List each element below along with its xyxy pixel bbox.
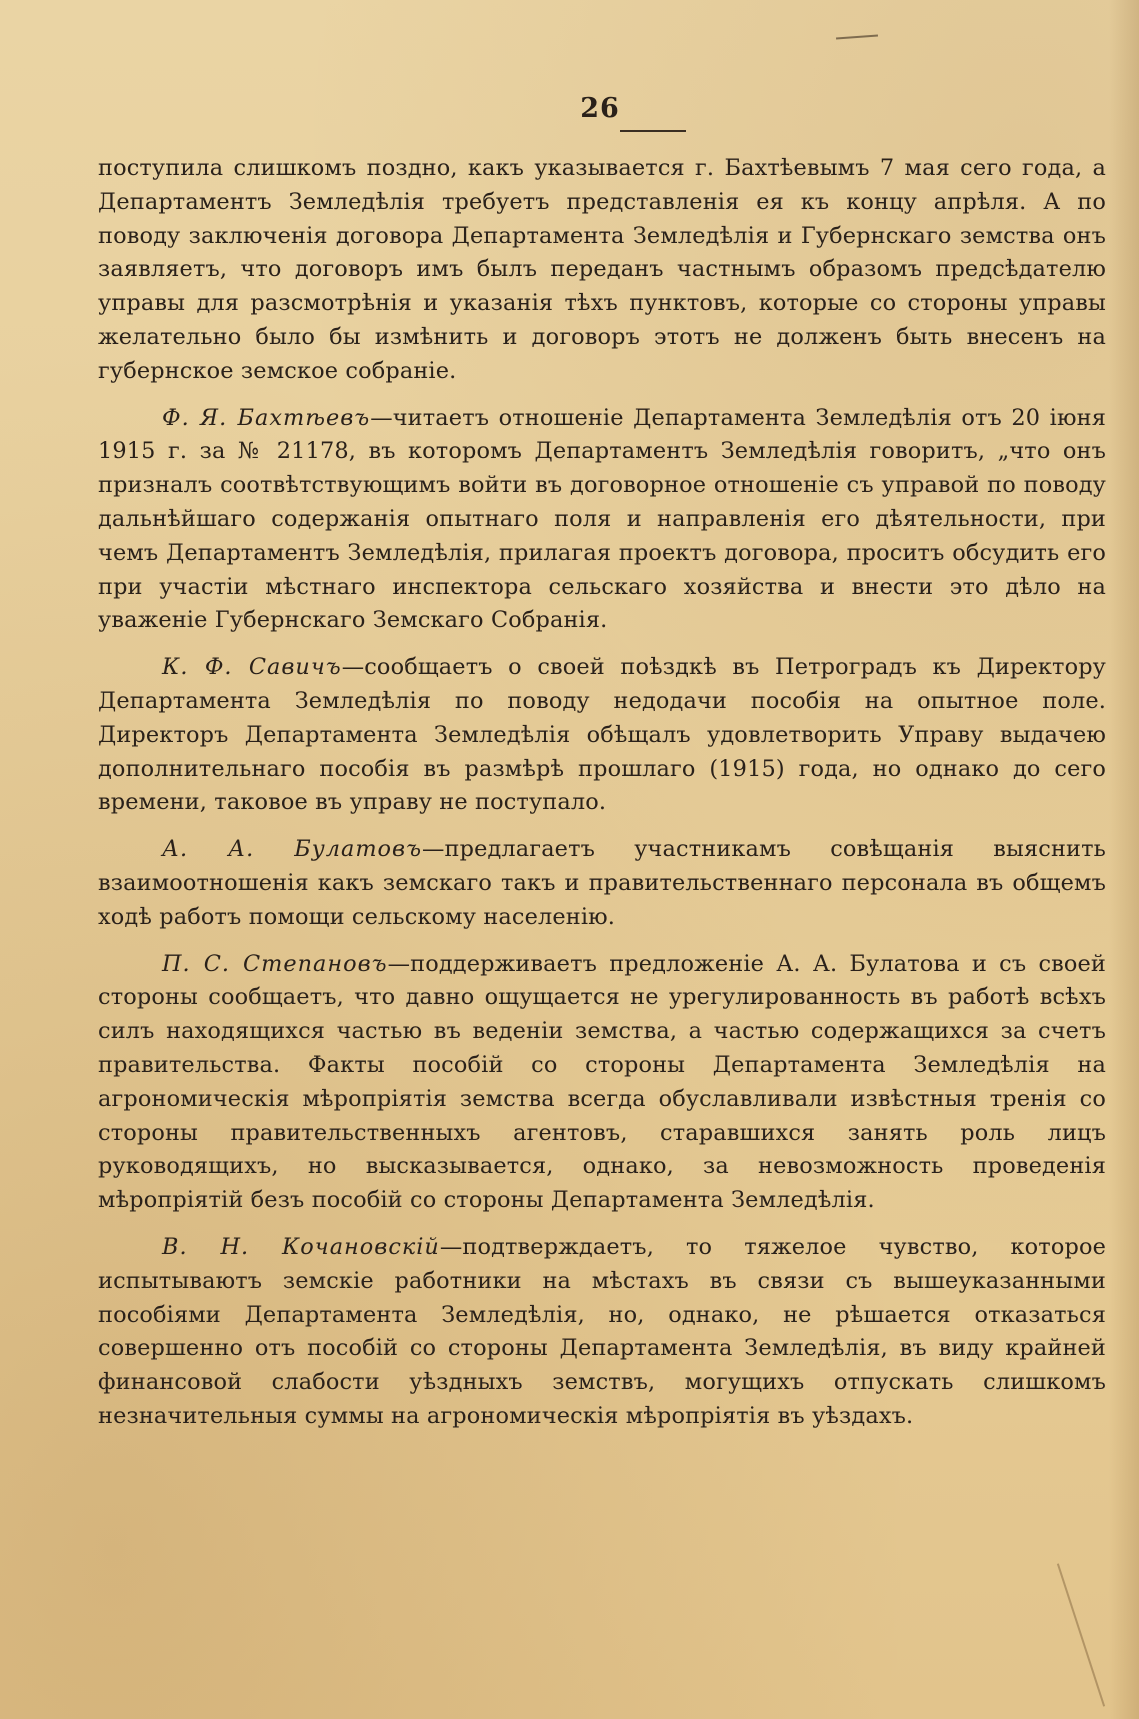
paragraph-text: —читаетъ отношеніе Департамента Земледѣлія отъ 20 іюня 1915 г. за № 21178, въ которомъ Департаментъ Земледѣлія говоритъ, „что онъ призналъ соотвѣтствующимъ войти въ договорное отношеніе съ управой по поводу дальнѣйшаго содержанія опытнаго поля и направленія его дѣятельности, при чемъ Департаментъ Земледѣлія, прилагая проектъ договора, проситъ обсудить его при участіи мѣстнаго инспектора сельскаго хозяйства и внести это дѣло на уваженіе Губернскаго Земскаго Собранія. — [98, 404, 1106, 634]
paragraph-text: —поддерживаетъ предложеніе А. А. Булатова и съ своей стороны сообщаетъ, что давно ощущается не урегулированность въ работѣ всѣхъ силъ находящихся частью въ веденіи земства, а частью содержащихся за счетъ правительства. Факты пособій со стороны Департамента Земледѣлія на агрономическія мѣропріятія земства всегда обуславливали извѣстныя тренія со стороны правительственныхъ агентовъ, старавшихся занять роль лицъ руководящихъ, но высказывается, однако, за невозможность проведенія мѣропріятій безъ пособій со стороны Департамента Земледѣлія. — [98, 950, 1106, 1214]
speaker-name: В. Н. Кочановскій — [162, 1233, 440, 1260]
speaker-name: П. С. Степановъ — [162, 950, 388, 977]
paragraph-bakhteev — [98, 402, 1106, 639]
paragraph-text: —сообщаетъ о своей поѣздкѣ въ Петроградъ къ Директору Департамента Земледѣлія по поводу недодачи пособія на опытное поле. Директоръ Департамента Земледѣлія обѣщалъ удовлетворить Управу выдачею дополнительнаго пособія въ размѣрѣ прошлаго (1915) года, но однако до сего времени, таковое въ управу не поступало. — [98, 654, 1107, 816]
page-number-rule — [620, 130, 686, 132]
paragraph-text: поступила слишкомъ поздно, какъ указывается г. Бахтѣевымъ 7 мая сего года, а Департаментъ Земледѣлія требуетъ представленія ея къ концу апрѣля. А по поводу заключенія договора Департамента Земледѣлія и Губернскаго земства онъ заявляетъ, что договоръ имъ былъ переданъ частнымъ образомъ предсѣдателю управы для разсмотрѣнія и указанія тѣхъ пунктовъ, которые со стороны управы желательно было бы измѣнить и договоръ этотъ не долженъ быть внесенъ на губернское земское собраніе. — [98, 155, 1106, 384]
ink-mark — [836, 35, 878, 40]
paragraph-kochanovsky — [98, 1231, 1106, 1434]
paper-crease — [1057, 1563, 1105, 1706]
paragraph-continuation — [98, 152, 1106, 389]
paragraph-text: —предлагаетъ участникамъ совѣщанія выяснить взаимоотношенія какъ земскаго такъ и правительственнаго персонала въ общемъ ходѣ работъ помощи сельскому населенію. — [98, 836, 1106, 930]
paragraph-bulatov — [98, 833, 1106, 934]
speaker-name: А. А. Булатовъ — [162, 836, 422, 863]
speaker-name: Ф. Я. Бахтѣевъ — [162, 404, 371, 431]
speaker-name: К. Ф. Савичъ — [162, 654, 342, 681]
paragraph-stepanov — [98, 948, 1106, 1218]
paragraph-text: —подтверждаетъ, то тяжелое чувство, которое испытываютъ земскіе работники на мѣстахъ въ связи съ вышеуказанными пособіями Департамента Земледѣлія, но, однако, не рѣшается отказаться совершенно отъ пособій со стороны Департамента Земледѣлія, въ виду крайней финансовой слабости уѣздныхъ земствъ, могущихъ отпускать слишкомъ незначительныя суммы на агрономическія мѣропріятія въ уѣздахъ. — [98, 1233, 1106, 1429]
document-page — [98, 92, 1106, 1447]
paragraph-savich — [98, 651, 1106, 820]
page-edge-shadow — [1109, 0, 1139, 1719]
page-number: 26 — [580, 93, 620, 124]
